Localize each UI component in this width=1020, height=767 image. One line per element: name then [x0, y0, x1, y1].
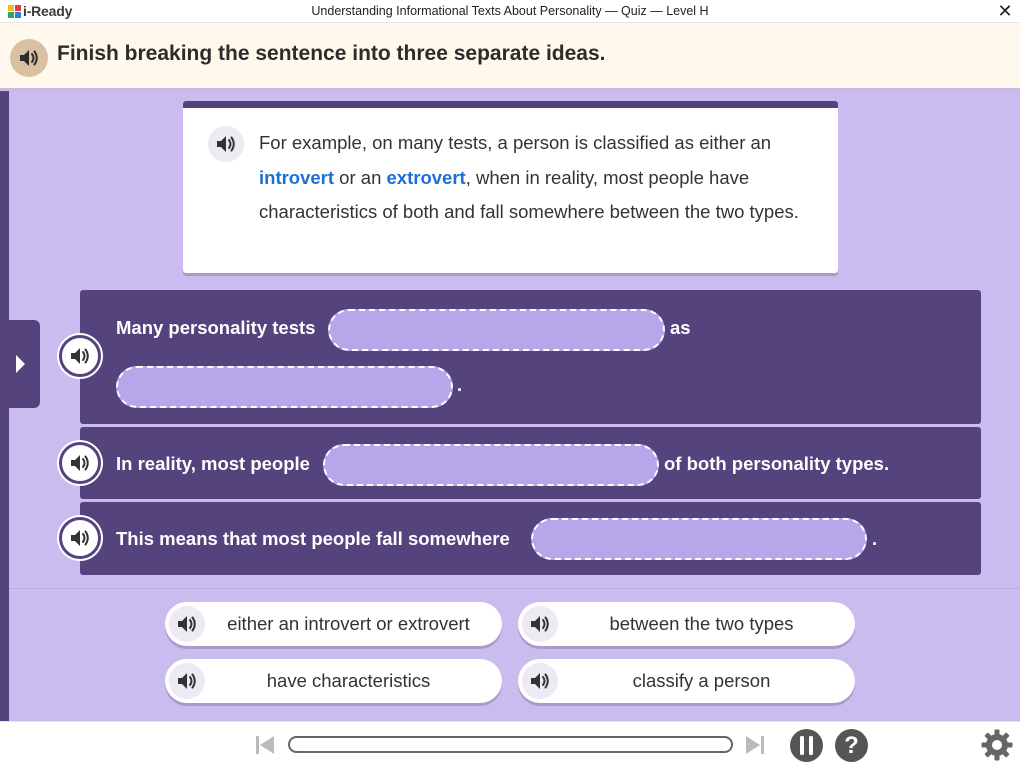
help-button[interactable]	[835, 729, 868, 762]
speaker-icon	[176, 614, 198, 634]
pause-icon	[790, 729, 823, 762]
skip-forward-icon	[744, 734, 766, 756]
passage-text	[259, 126, 819, 230]
question-mark-icon: ?	[844, 732, 859, 759]
answer-chip[interactable]	[518, 659, 855, 703]
passage-part-2: or an	[334, 166, 387, 188]
answer-slot-2[interactable]	[116, 366, 453, 408]
bottom-bar	[0, 721, 1020, 767]
instruction-audio-button[interactable]	[10, 39, 48, 77]
speaker-icon	[69, 453, 91, 473]
side-panel-toggle[interactable]	[0, 320, 40, 408]
chevron-right-icon	[13, 353, 27, 375]
passage-card	[183, 101, 838, 273]
logo-text: i-Ready	[23, 3, 73, 19]
answer-chip-label: either an introvert or extrovert	[227, 613, 470, 634]
speaker-icon	[176, 671, 198, 691]
chip-audio-button[interactable]	[522, 606, 558, 642]
skip-to-start-button[interactable]	[254, 734, 276, 756]
sentence-3-prefix: This means that most people fall somewhere	[116, 528, 510, 549]
progress-bar	[288, 736, 733, 753]
pause-button[interactable]	[790, 729, 823, 762]
sentence-3-suffix: .	[872, 528, 878, 549]
sentence-1-middle: as	[670, 317, 691, 338]
close-icon[interactable]: ✕	[997, 1, 1013, 21]
answer-chip[interactable]	[165, 659, 502, 703]
speaker-icon	[215, 134, 237, 154]
answer-chip-label: have characteristics	[266, 670, 431, 691]
answer-chip-label: classify a person	[632, 670, 771, 691]
speaker-icon	[18, 48, 40, 68]
speaker-icon	[69, 346, 91, 366]
instruction-bar	[0, 23, 1020, 91]
chip-audio-button[interactable]	[169, 663, 205, 699]
speaker-icon	[69, 528, 91, 548]
answer-slot-3[interactable]	[323, 444, 659, 486]
window-title: Understanding Informational Texts About Personality — Quiz — Level H	[311, 4, 709, 18]
answer-bank	[9, 588, 1020, 721]
vocab-word-introvert[interactable]: introvert	[259, 166, 335, 188]
settings-button[interactable]	[980, 728, 1014, 762]
skip-back-icon	[254, 734, 276, 756]
sentence-2-audio-button[interactable]	[59, 442, 101, 484]
passage-part-1: For example, on many tests, a person is classified as either an	[259, 132, 772, 153]
sentence-1-audio-button[interactable]	[59, 335, 101, 377]
sentence-1-prefix: Many personality tests	[116, 317, 316, 338]
sentence-row-2	[80, 427, 981, 499]
skip-to-end-button[interactable]	[744, 734, 766, 756]
passage-part-3: , when in reality, most people have characteristics of both and fall somewhere between the two types.	[259, 166, 799, 222]
chip-audio-button[interactable]	[522, 663, 558, 699]
chip-audio-button[interactable]	[169, 606, 205, 642]
answer-chip-label: between the two types	[609, 613, 794, 634]
speaker-icon	[529, 671, 551, 691]
sentence-row-3	[80, 502, 981, 575]
answer-slot-4[interactable]	[531, 518, 867, 560]
gear-icon	[980, 728, 1014, 762]
passage-audio-button[interactable]	[208, 126, 244, 162]
sentence-row-1	[80, 290, 981, 424]
sentence-3-audio-button[interactable]	[59, 517, 101, 559]
title-bar	[0, 0, 1020, 23]
sentence-2-suffix: of both personality types.	[664, 453, 890, 474]
sentence-2-prefix: In reality, most people	[116, 453, 310, 474]
answer-slot-1[interactable]	[328, 309, 665, 351]
answer-chip[interactable]	[518, 602, 855, 646]
instruction-text: Finish breaking the sentence into three separate ideas.	[57, 42, 606, 65]
sentence-1-end: .	[457, 374, 463, 395]
vocab-word-extrovert[interactable]: extrovert	[386, 166, 466, 188]
speaker-icon	[529, 614, 551, 634]
answer-chip[interactable]	[165, 602, 502, 646]
